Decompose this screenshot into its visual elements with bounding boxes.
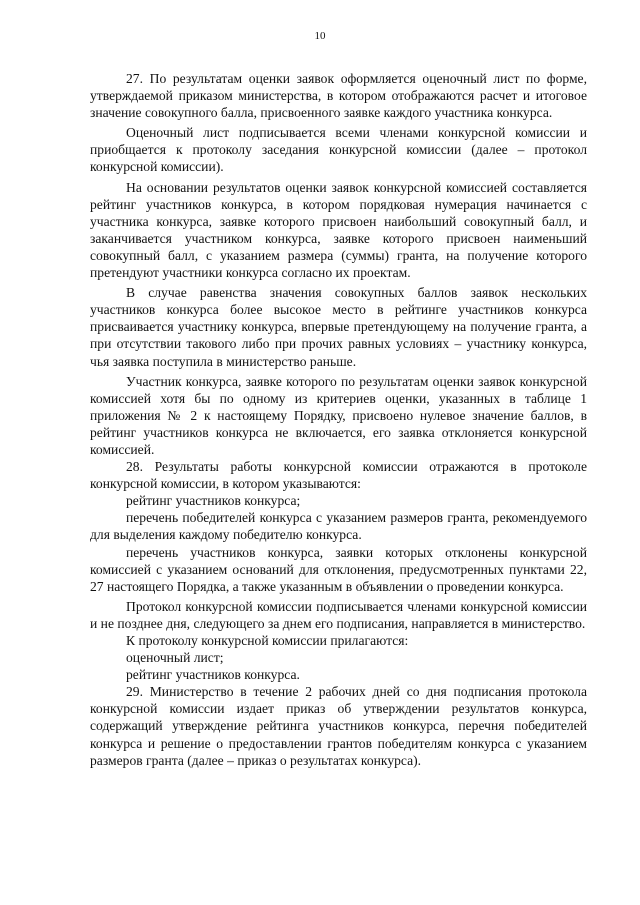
paragraph-rating: На основании результатов оценки заявок конкурсной комиссией составляется рейтинг участников конкурса, в котором порядковая нумерация начинается с участника конкурса, заявке которого присвоен наибольший совокупный балл, и заканчивается участником конкурса, заявке которого присвоен наименьший совокупный балл, с указанием размера (суммы) гранта, на получение которого претендуют участники конкурса согласно их проектам. [90, 179, 587, 281]
paragraph-29: 29. Министерство в течение 2 рабочих дней со дня подписания протокола конкурсной комиссии издает приказ об утверждении результатов конкурса, содержащий утверждение рейтинга участников конкурса, перечня победителей конкурса и решение о предоставлении грантов победителям конкурса с указанием размеров гранта (далее – приказ о результатах конкурса). [90, 684, 587, 768]
paragraph-zero-score: Участник конкурса, заявке которого по результатам оценки заявок конкурсной комиссией хотя бы по одному из критериев оценки, указанных в таблице 1 приложения № 2 к настоящему Порядку, присвоено нулевое значение баллов, в рейтинг участников конкурса не включается, его заявка отклоняется конкурсной комиссией. [90, 373, 587, 457]
paragraph-evaluation-sheet: Оценочный лист подписывается всеми членами конкурсной комиссии и приобщается к протоколу заседания конкурсной комиссии (далее – протокол конкурсной комиссии). [90, 125, 587, 175]
list-item-winners: перечень победителей конкурса с указанием размеров гранта, рекомендуемого для выделения каждому победителю конкурса. [90, 510, 587, 543]
paragraph-27-intro: 27. По результатам оценки заявок оформляется оценочный лист по форме, утверждаемой приказом министерства, в котором отображаются расчет и итоговое значение совокупного балла, присвоенного заявке каждого участника конкурса. [90, 71, 587, 121]
list-item-evaluation-sheet: оценочный лист; [126, 650, 224, 666]
paragraph-equal-scores: В случае равенства значения совокупных баллов заявок нескольких участников конкурса более высокое место в рейтинге участников конкурса присваивается участнику конкурса, впервые претендующему на получение гранта, а при отсутствии такового либо при прочих равных условиях – участнику конкурса, чья заявка поступила в министерство раньше. [90, 285, 587, 369]
paragraph-protocol-signing: Протокол конкурсной комиссии подписывается членами конкурсной комиссии и не позднее дня, следующего за днем его подписания, направляется в министерство. [90, 598, 587, 631]
document-body [90, 70, 587, 772]
paragraph-attachments-intro: К протоколу конкурсной комиссии прилагаются: [126, 633, 409, 648]
page-number: 10 [314, 30, 326, 42]
list-item-rejected: перечень участников конкурса, заявки которых отклонены конкурсной комиссией с указанием оснований для отклонения, предусмотренных пунктами 22, 27 настоящего Порядка, а также указанным в объявлении о проведении конкурса. [90, 544, 587, 594]
list-item-participant-rating: рейтинг участников конкурса. [126, 667, 300, 683]
list-item-rating: рейтинг участников конкурса; [126, 493, 301, 509]
paragraph-28-intro: 28. Результаты работы конкурсной комиссии отражаются в протоколе конкурсной комиссии, в котором указываются: [90, 459, 587, 492]
